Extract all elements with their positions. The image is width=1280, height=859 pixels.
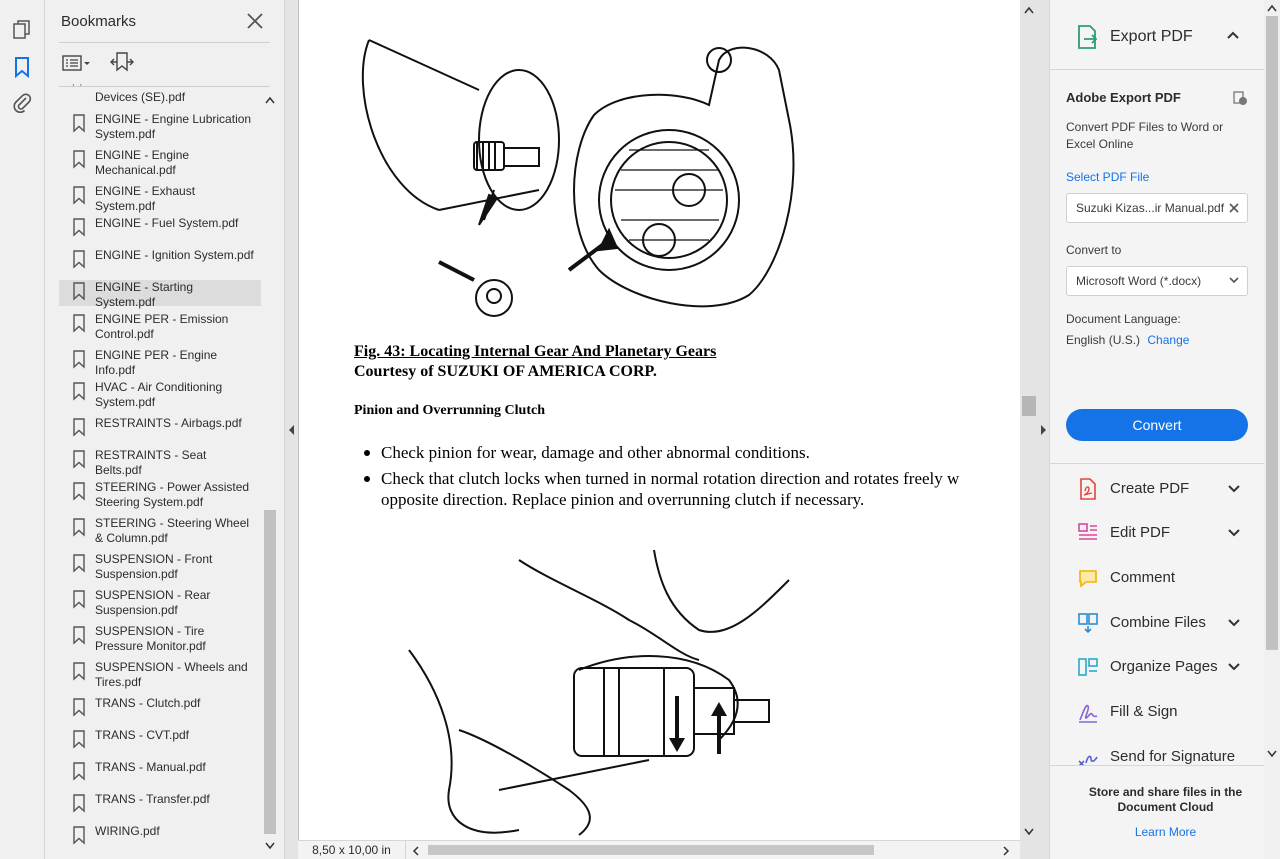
scroll-right-icon[interactable] <box>1002 846 1010 856</box>
tools-pane-scroll-thumb[interactable] <box>1266 16 1278 650</box>
bookmarks-divider <box>59 42 270 43</box>
learn-more-link[interactable]: Learn More <box>1134 825 1197 839</box>
export-pdf-icon <box>1076 24 1100 50</box>
bookmark-icon[interactable] <box>10 55 34 79</box>
scroll-up-icon[interactable] <box>265 96 275 104</box>
tool-label: Edit PDF <box>1110 524 1171 541</box>
expand-bookmark-icon[interactable] <box>109 50 135 76</box>
page-size: 8,50 x 10,00 in <box>298 841 406 859</box>
bookmark-item[interactable] <box>59 280 261 309</box>
scroll-down-icon[interactable] <box>265 842 275 850</box>
chevron-up-icon[interactable] <box>1226 30 1240 40</box>
bookmark-label: ENGINE - Engine Lubrication System.pdf <box>95 112 252 141</box>
bullet-dot <box>364 476 370 482</box>
pages-icon[interactable] <box>10 18 34 42</box>
combine-files-icon <box>1076 611 1100 635</box>
bookmark-icon <box>72 418 86 436</box>
bookmark-item[interactable] <box>59 312 261 346</box>
tool-fill-sign[interactable] <box>1050 696 1265 728</box>
bookmark-icon <box>72 762 86 780</box>
tool-create-pdf[interactable] <box>1050 473 1265 505</box>
bookmark-label: SUSPENSION - Wheels and Tires.pdf <box>95 660 248 689</box>
bullet-item <box>381 468 959 510</box>
convert-to-value: Microsoft Word (*.docx) <box>1076 274 1202 288</box>
tool-organize-pages[interactable] <box>1050 651 1265 683</box>
bookmark-icon <box>72 350 86 368</box>
fill-sign-icon <box>1076 700 1100 724</box>
document-language-row <box>1066 332 1189 349</box>
tool-edit-pdf[interactable] <box>1050 517 1265 549</box>
bookmarks-scroll-thumb[interactable] <box>264 510 276 834</box>
chevron-down-icon[interactable] <box>1226 659 1242 675</box>
paperclip-icon[interactable] <box>10 90 34 114</box>
bookmark-icon <box>72 282 86 300</box>
bookmark-icon <box>72 186 86 204</box>
tools-pane-scrollbar[interactable] <box>1264 0 1280 859</box>
bookmark-label: ENGINE - Exhaust System.pdf <box>95 184 196 213</box>
tool-combine-files[interactable] <box>1050 607 1265 639</box>
bookmark-label: RESTRAINTS - Seat Belts.pdf <box>95 448 207 477</box>
bookmark-item[interactable] <box>59 516 261 550</box>
bookmarks-scrollbar[interactable] <box>261 92 279 855</box>
edit-pdf-icon <box>1076 521 1100 545</box>
bookmark-label: ENGINE PER - Emission Control.pdf <box>95 312 229 341</box>
bookmarks-title: Bookmarks <box>61 13 137 30</box>
bullet-text: Check pinion for wear, damage and other abnormal conditions. <box>381 443 810 462</box>
bookmark-item[interactable] <box>59 416 261 442</box>
document-cloud-text: Store and share files in the Document Cloud <box>1088 785 1243 814</box>
bookmark-label: SUSPENSION - Front Suspension.pdf <box>95 552 213 581</box>
internal-gear-illustration <box>359 30 799 320</box>
bookmark-label: TRANS - Manual.pdf <box>95 760 206 774</box>
bookmark-item[interactable] <box>59 824 261 850</box>
bookmark-icon <box>72 482 86 500</box>
document-language-value: English (U.S.) <box>1066 333 1141 347</box>
scroll-down-icon[interactable] <box>1024 828 1034 836</box>
bookmark-label: TRANS - CVT.pdf <box>95 728 190 742</box>
bookmark-icon <box>72 250 86 268</box>
bookmark-label: ENGINE - Starting System.pdf <box>95 280 194 309</box>
bookmark-item[interactable] <box>59 348 261 377</box>
bookmark-item[interactable] <box>59 728 261 754</box>
horizontal-scroll-thumb[interactable] <box>428 845 874 855</box>
bookmark-item[interactable] <box>59 660 261 694</box>
scroll-up-icon[interactable] <box>1024 6 1034 14</box>
bookmark-item[interactable] <box>59 588 261 622</box>
tool-label: Comment <box>1110 569 1176 586</box>
bullet-text: Check that clutch locks when turned in normal rotation direction and rotates freely w <box>381 469 960 488</box>
bookmark-label: SUSPENSION - Rear Suspension.pdf <box>95 588 211 617</box>
export-description: Convert PDF Files to Word or Excel Online <box>1066 120 1224 151</box>
close-icon[interactable] <box>244 10 266 32</box>
bookmark-icon <box>72 314 86 332</box>
left-tool-rail <box>0 0 45 859</box>
bookmark-label: STEERING - Steering Wheel & Column.pdf <box>95 516 250 545</box>
chevron-down-icon[interactable] <box>1228 276 1240 284</box>
bookmark-item[interactable] <box>59 82 261 104</box>
bookmark-icon <box>72 150 86 168</box>
bookmark-icon <box>72 518 86 536</box>
figure-caption <box>354 342 716 382</box>
bookmark-label: SUSPENSION - Tire Pressure Monitor.pdf <box>95 624 206 653</box>
convert-to-select[interactable] <box>1066 266 1248 296</box>
document-area <box>285 0 1049 859</box>
bookmark-item[interactable] <box>59 148 261 182</box>
tools-divider <box>1050 463 1265 464</box>
bookmark-icon <box>72 730 86 748</box>
tool-label: Fill & Sign <box>1110 703 1178 720</box>
bookmark-icon <box>72 218 86 236</box>
selected-file-field[interactable] <box>1066 193 1248 223</box>
bookmark-label: STEERING - Power Assisted Steering System.pdf <box>95 480 250 509</box>
tool-label: Create PDF <box>1110 480 1190 497</box>
tool-label: Organize Pages <box>1110 658 1218 675</box>
bookmark-icon <box>72 698 86 716</box>
tool-label: Send for Signature <box>1110 748 1236 765</box>
document-cloud-footer <box>1050 765 1265 859</box>
figure-courtesy: Courtesy of SUZUKI OF AMERICA CORP. <box>354 363 657 380</box>
tools-pane <box>1049 0 1264 859</box>
select-pdf-link[interactable]: Select PDF File <box>1066 170 1150 184</box>
chevron-down-icon[interactable] <box>1226 525 1242 541</box>
bookmark-item[interactable] <box>59 380 261 414</box>
bookmark-options-button[interactable] <box>62 50 92 76</box>
bookmark-label: Devices (SE).pdf <box>95 90 186 104</box>
bullet-item <box>381 442 810 463</box>
figure-title: Fig. 43: Locating Internal Gear And Planetary Gears <box>354 343 717 360</box>
bookmark-icon <box>72 662 86 680</box>
convert-to-label: Convert to <box>1066 243 1122 257</box>
tool-label: Combine Files <box>1110 614 1206 631</box>
bookmark-item[interactable] <box>59 696 261 722</box>
clear-file-icon[interactable] <box>1228 202 1240 214</box>
document-scrollbar[interactable] <box>1021 0 1037 840</box>
comment-icon <box>1076 566 1100 590</box>
pinion-clutch-illustration <box>399 540 839 840</box>
change-language-link[interactable]: Change <box>1147 333 1190 347</box>
bookmark-icon <box>72 114 86 132</box>
tool-comment[interactable] <box>1050 562 1265 594</box>
bookmark-item[interactable] <box>59 184 261 213</box>
bookmark-label: RESTRAINTS - Airbags.pdf <box>95 416 242 430</box>
bookmarks-panel <box>45 0 285 859</box>
scroll-left-icon[interactable] <box>412 846 420 856</box>
cloud-info-icon[interactable] <box>1232 90 1248 106</box>
document-language-label: Document Language: <box>1066 312 1181 326</box>
bookmark-label: TRANS - Clutch.pdf <box>95 696 201 710</box>
adobe-export-heading: Adobe Export PDF <box>1066 90 1181 105</box>
organize-pages-icon <box>1076 655 1100 679</box>
collapse-right-panel-icon[interactable] <box>1037 420 1049 440</box>
convert-button[interactable]: Convert <box>1066 409 1248 441</box>
bookmark-item[interactable] <box>59 792 261 818</box>
bookmark-list <box>59 82 261 852</box>
bookmark-label: HVAC - Air Conditioning System.pdf <box>95 380 223 409</box>
bookmark-item[interactable] <box>59 552 261 586</box>
chevron-down-icon[interactable] <box>1226 481 1242 497</box>
bookmark-icon <box>72 590 86 608</box>
document-scroll-thumb[interactable] <box>1022 396 1036 416</box>
status-bar <box>298 840 1020 859</box>
bookmark-icon <box>72 554 86 572</box>
bookmark-label: WIRING.pdf <box>95 824 160 838</box>
scroll-up-icon[interactable] <box>1267 4 1277 12</box>
bookmark-label: ENGINE - Engine Mechanical.pdf <box>95 148 190 177</box>
collapse-left-panel-icon[interactable] <box>286 420 298 440</box>
bookmark-dash-icon: ˙ ˙ <box>72 82 84 96</box>
bookmark-item[interactable] <box>59 112 261 146</box>
bookmark-icon <box>72 626 86 644</box>
bookmark-item[interactable] <box>59 480 261 514</box>
bookmark-item[interactable] <box>59 760 261 786</box>
bookmark-item[interactable] <box>59 624 261 658</box>
bookmark-label: ENGINE PER - Engine Info.pdf <box>95 348 218 377</box>
bullet-dot <box>364 450 370 456</box>
bullet-text-continued: opposite direction. Replace pinion and overrunning clutch if necessary. <box>381 490 865 509</box>
bookmark-label: ENGINE - Fuel System.pdf <box>95 216 239 230</box>
bookmark-icon <box>72 826 86 844</box>
bookmark-icon <box>72 382 86 400</box>
section-title: Pinion and Overrunning Clutch <box>354 403 545 418</box>
bookmark-item[interactable] <box>59 216 261 242</box>
bookmark-icon <box>72 450 86 468</box>
create-pdf-icon <box>1076 477 1100 501</box>
bookmark-icon <box>72 794 86 812</box>
bookmark-label: TRANS - Transfer.pdf <box>95 792 210 806</box>
export-pdf-header[interactable] <box>1050 0 1265 70</box>
chevron-down-icon[interactable] <box>1226 615 1242 631</box>
bookmark-label: ENGINE - Ignition System.pdf <box>95 248 254 262</box>
pdf-page <box>298 0 1020 840</box>
scroll-down-icon[interactable] <box>1267 750 1277 758</box>
bookmark-item[interactable] <box>59 248 261 274</box>
selected-file-name: Suzuki Kizas...ir Manual.pdf <box>1076 201 1225 215</box>
export-pdf-title: Export PDF <box>1110 28 1193 45</box>
bookmark-item[interactable] <box>59 448 261 477</box>
